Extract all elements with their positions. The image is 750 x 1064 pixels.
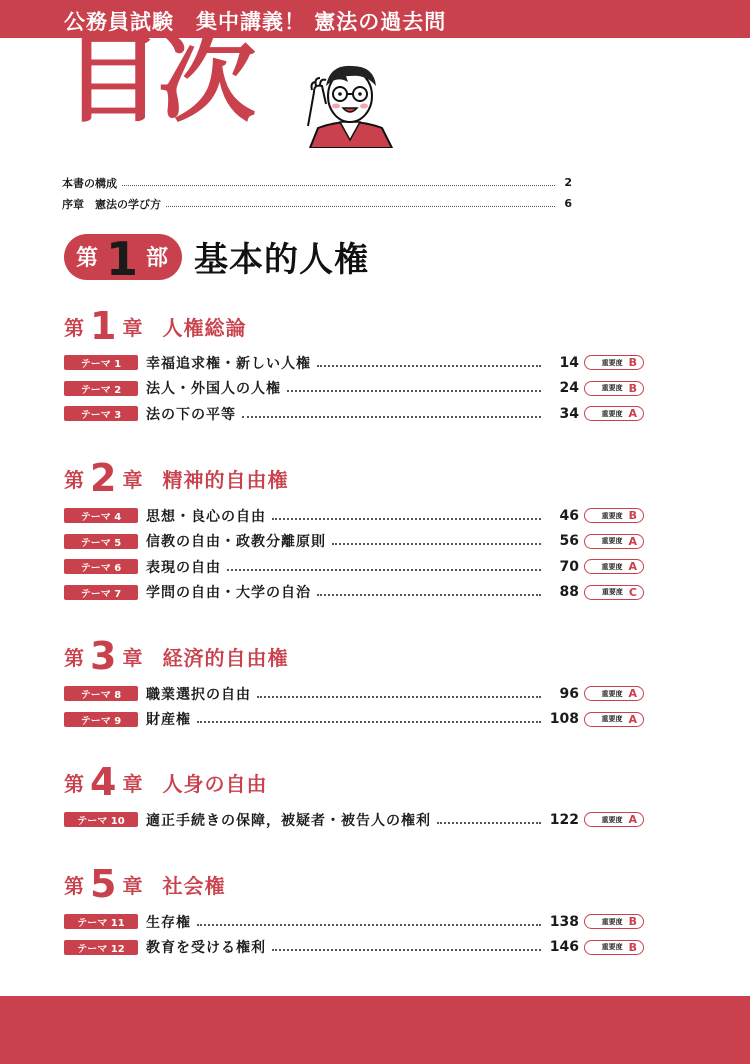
theme-page: 96 — [559, 685, 579, 702]
theme-page: 122 — [549, 811, 579, 828]
front-matter-list — [62, 172, 572, 214]
importance-grade: B — [628, 915, 637, 929]
chapter-suffix: 章 — [122, 645, 143, 670]
leader-dots — [317, 594, 541, 596]
importance-badge — [584, 406, 644, 421]
leader-dots — [287, 390, 541, 392]
leader-dots — [332, 543, 541, 545]
toc-heading: 目次 — [64, 22, 253, 136]
theme-row[interactable] — [64, 350, 644, 376]
theme-page: 34 — [559, 405, 579, 422]
front-item-page: 2 — [564, 176, 572, 189]
importance-grade: A — [628, 560, 637, 574]
theme-row[interactable] — [64, 376, 644, 402]
importance-badge — [584, 812, 644, 827]
chapter-number: 4 — [90, 760, 117, 804]
theme-title: 財産権 — [146, 712, 191, 729]
chapter-heading — [64, 864, 644, 904]
importance-grade: B — [628, 356, 637, 370]
front-item-page: 6 — [564, 197, 572, 210]
theme-tag: テーマ 1 — [64, 355, 138, 370]
theme-row[interactable] — [64, 807, 644, 833]
theme-title: 学問の自由・大学の自治 — [146, 585, 311, 602]
importance-badge — [584, 686, 644, 701]
importance-label: 重要度 — [601, 511, 623, 520]
leader-dots — [272, 949, 541, 951]
leader-dots — [197, 924, 541, 926]
theme-title: 表現の自由 — [146, 559, 221, 576]
theme-title: 法人・外国人の人権 — [146, 381, 281, 398]
theme-row[interactable] — [64, 909, 644, 935]
importance-label: 重要度 — [601, 358, 623, 367]
theme-title: 職業選択の自由 — [146, 686, 251, 703]
theme-page: 108 — [549, 711, 579, 728]
leader-dots — [257, 696, 541, 698]
chapter-number: 3 — [90, 634, 117, 678]
importance-badge — [584, 508, 644, 523]
importance-label: 重要度 — [601, 715, 623, 724]
importance-grade: A — [628, 534, 637, 548]
chapter-4 — [64, 762, 644, 833]
theme-page: 88 — [559, 584, 579, 601]
chapter-prefix: 第 — [64, 771, 84, 796]
chapter-heading — [64, 636, 644, 676]
chapter-1 — [64, 306, 644, 427]
chapter-prefix: 第 — [64, 467, 84, 492]
theme-page: 146 — [549, 939, 579, 956]
importance-badge — [584, 355, 644, 370]
leader-dots — [272, 518, 541, 520]
chapter-number: 2 — [90, 456, 117, 500]
importance-grade: A — [628, 687, 637, 701]
front-item[interactable] — [62, 172, 572, 193]
chapter-suffix: 章 — [122, 315, 143, 340]
theme-page: 24 — [559, 380, 579, 397]
importance-grade: A — [628, 407, 637, 421]
theme-tag: テーマ 5 — [64, 534, 138, 549]
chapter-heading — [64, 306, 644, 346]
theme-row[interactable] — [64, 681, 644, 707]
importance-label: 重要度 — [601, 689, 623, 698]
chapter-number: 5 — [90, 862, 117, 906]
chapter-title: 経済的自由権 — [162, 645, 289, 670]
chapter-3 — [64, 636, 644, 732]
chapter-heading — [64, 458, 644, 498]
chapter-prefix: 第 — [64, 645, 84, 670]
theme-tag: テーマ 4 — [64, 508, 138, 523]
importance-badge — [584, 534, 644, 549]
theme-row[interactable] — [64, 503, 644, 529]
theme-page: 14 — [559, 354, 579, 371]
theme-title: 信教の自由・政教分離原則 — [146, 534, 326, 551]
importance-grade: C — [628, 585, 637, 599]
importance-label: 重要度 — [601, 384, 623, 393]
chapter-prefix: 第 — [64, 873, 84, 898]
leader-dots — [242, 416, 541, 418]
chapter-title: 精神的自由権 — [162, 467, 289, 492]
theme-title: 適正手続きの保障，被疑者・被告人の権利 — [146, 812, 431, 829]
importance-label: 重要度 — [601, 537, 623, 546]
importance-label: 重要度 — [601, 588, 623, 597]
part-prefix: 第 — [76, 246, 99, 271]
chapter-5 — [64, 864, 644, 960]
theme-title: 教育を受ける権利 — [146, 940, 266, 957]
chapter-suffix: 章 — [122, 467, 143, 492]
theme-row[interactable] — [64, 401, 644, 427]
theme-tag: テーマ 11 — [64, 914, 138, 929]
leader-dots — [227, 569, 541, 571]
theme-tag: テーマ 12 — [64, 940, 138, 955]
theme-title: 生存権 — [146, 914, 191, 931]
chapter-heading — [64, 762, 644, 802]
theme-tag: テーマ 8 — [64, 686, 138, 701]
chapter-title: 人権総論 — [162, 315, 247, 340]
front-item-label: 本書の構成 — [62, 176, 117, 190]
chapter-suffix: 章 — [122, 771, 143, 796]
theme-tag: テーマ 9 — [64, 712, 138, 727]
importance-badge — [584, 940, 644, 955]
part-suffix: 部 — [146, 246, 169, 271]
footer-bar — [0, 996, 750, 1064]
leader-dots — [122, 185, 555, 186]
theme-row[interactable] — [64, 580, 644, 606]
theme-row[interactable] — [64, 935, 644, 961]
front-item[interactable] — [62, 193, 572, 214]
importance-grade: B — [628, 509, 637, 523]
importance-grade: B — [628, 940, 637, 954]
importance-label: 重要度 — [601, 409, 623, 418]
importance-label: 重要度 — [601, 815, 623, 824]
theme-row[interactable] — [64, 554, 644, 580]
importance-grade: A — [628, 813, 637, 827]
theme-page: 56 — [559, 533, 579, 550]
theme-tag: テーマ 3 — [64, 406, 138, 421]
importance-badge — [584, 381, 644, 396]
theme-tag: テーマ 10 — [64, 812, 138, 827]
leader-dots — [437, 822, 541, 824]
leader-dots — [317, 365, 541, 367]
part-number: 1 — [106, 231, 139, 286]
book-title: 公務員試験 集中講義！ 憲法の過去問 — [64, 10, 447, 34]
leader-dots — [166, 206, 555, 207]
theme-page: 46 — [559, 507, 579, 524]
theme-tag: テーマ 7 — [64, 585, 138, 600]
part-title: 基本的人権 — [194, 240, 370, 280]
chapter-2 — [64, 458, 644, 605]
importance-label: 重要度 — [601, 562, 623, 571]
importance-label: 重要度 — [601, 943, 623, 952]
chapter-title: 人身の自由 — [162, 771, 268, 796]
theme-page: 138 — [549, 913, 579, 930]
part-badge — [64, 231, 182, 286]
chapter-prefix: 第 — [64, 315, 84, 340]
theme-page: 70 — [559, 558, 579, 575]
importance-label: 重要度 — [601, 917, 623, 926]
theme-tag: テーマ 6 — [64, 559, 138, 574]
part-heading — [64, 231, 370, 286]
importance-badge — [584, 712, 644, 727]
theme-title: 思想・良心の自由 — [146, 508, 266, 525]
importance-grade: B — [628, 381, 637, 395]
theme-title: 法の下の平等 — [146, 406, 236, 423]
importance-badge — [584, 585, 644, 600]
teacher-mascot-illustration — [300, 56, 400, 148]
front-item-label: 序章 憲法の学び方 — [62, 197, 161, 211]
chapter-title: 社会権 — [162, 873, 226, 898]
leader-dots — [197, 721, 541, 723]
chapter-suffix: 章 — [122, 873, 143, 898]
theme-tag: テーマ 2 — [64, 381, 138, 396]
chapter-number: 1 — [90, 304, 117, 348]
importance-badge — [584, 914, 644, 929]
theme-row[interactable] — [64, 707, 644, 733]
theme-row[interactable] — [64, 529, 644, 555]
importance-badge — [584, 559, 644, 574]
theme-title: 幸福追求権・新しい人権 — [146, 355, 311, 372]
importance-grade: A — [628, 712, 637, 726]
